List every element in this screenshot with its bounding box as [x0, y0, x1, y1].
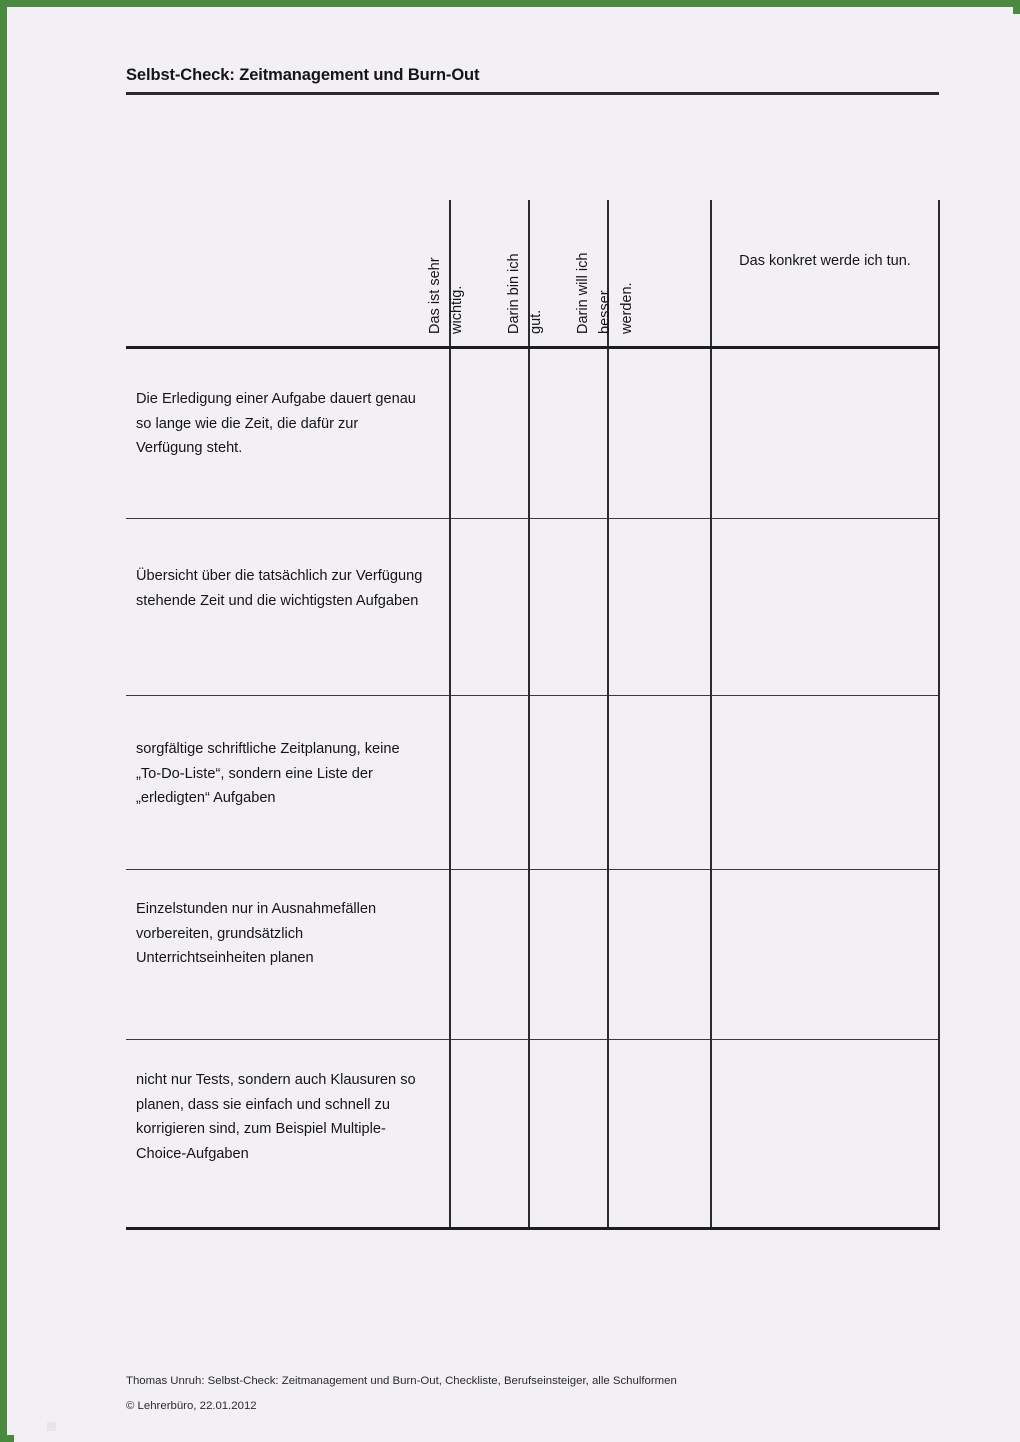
cell-concrete-action[interactable] [711, 348, 939, 519]
header-good-at-it-line1: Darin bin ich [505, 253, 522, 334]
header-very-important-line1: Das ist sehr [426, 257, 443, 334]
cell-concrete-action[interactable] [711, 1040, 939, 1229]
row-statement-cell [126, 1040, 450, 1229]
cell-want-to-improve[interactable] [608, 519, 711, 696]
row-statement-cell [126, 696, 450, 870]
footer-copyright-line: © Lehrerbüro, 22.01.2012 [126, 1400, 257, 1412]
header-concrete-action-label: Das konkret werde ich tun. [739, 253, 911, 269]
header-want-to-improve [574, 200, 711, 348]
row-statement-text: sorgfältige schriftliche Zeitplanung, keine „To-Do-Liste“, sondern eine Liste der „erledigten“ Aufgaben [136, 741, 400, 806]
cell-good-at-it[interactable] [529, 870, 608, 1040]
row-statement-text: Die Erledigung einer Aufgabe dauert genau so lange wie die Zeit, die dafür zur Verfügung steht. [136, 391, 416, 456]
row-statement-text: Einzelstunden nur in Ausnahmefällen vorbereiten, grundsätzlich Unterrichtseinheiten planen [136, 901, 377, 966]
footer-source-line: Thomas Unruh: Selbst-Check: Zeitmanagement und Burn-Out, Checkliste, Berufseinsteiger, alle Schulformen [126, 1375, 677, 1387]
cell-very-important[interactable] [450, 519, 529, 696]
cell-want-to-improve[interactable] [608, 696, 711, 870]
header-good-at-it-line2: gut. [527, 309, 544, 334]
row-statement-cell [126, 348, 450, 519]
cell-concrete-action[interactable] [711, 870, 939, 1040]
cell-want-to-improve[interactable] [608, 348, 711, 519]
table-row [126, 696, 939, 870]
cell-very-important[interactable] [450, 348, 529, 519]
header-statement-column [126, 200, 450, 348]
header-concrete-action [711, 200, 939, 348]
table-row [126, 870, 939, 1040]
page-title: Selbst-Check: Zeitmanagement und Burn-Out [126, 66, 480, 84]
document-sheet [14, 14, 1020, 1442]
scan-artifact [47, 1422, 56, 1431]
footer [126, 1369, 946, 1419]
row-statement-text: nicht nur Tests, sondern auch Klausuren so planen, dass sie einfach und schnell zu korrigieren sind, zum Beispiel Multiple-Choice-Aufgaben [136, 1072, 416, 1162]
cell-concrete-action[interactable] [711, 696, 939, 870]
header-want-to-improve-line2: besser [596, 290, 613, 334]
cell-good-at-it[interactable] [529, 696, 608, 870]
cell-very-important[interactable] [450, 696, 529, 870]
cell-good-at-it[interactable] [529, 348, 608, 519]
header-very-important-label [424, 257, 468, 334]
header-want-to-improve-line3: werden. [618, 282, 635, 334]
title-block [126, 66, 939, 95]
cell-want-to-improve[interactable] [608, 870, 711, 1040]
cell-want-to-improve[interactable] [608, 1040, 711, 1229]
rotated-label-wrap-3 [574, 200, 710, 338]
header-very-important-line2: wichtig. [448, 285, 465, 334]
row-statement-text: Übersicht über die tatsächlich zur Verfügung stehende Zeit und die wichtigsten Aufgaben [136, 568, 423, 609]
cell-very-important[interactable] [450, 870, 529, 1040]
cell-good-at-it[interactable] [529, 1040, 608, 1229]
cell-very-important[interactable] [450, 1040, 529, 1229]
table-row [126, 519, 939, 696]
cell-concrete-action[interactable] [711, 519, 939, 696]
row-statement-cell [126, 519, 450, 696]
row-statement-cell [126, 870, 450, 1040]
title-underline [126, 92, 939, 95]
header-want-to-improve-label [572, 253, 638, 334]
self-check-table [126, 200, 940, 1230]
table-row [126, 348, 939, 519]
header-good-at-it-label [503, 253, 547, 334]
cell-good-at-it[interactable] [529, 519, 608, 696]
table-header-row [126, 200, 939, 348]
table-row [126, 1040, 939, 1229]
header-want-to-improve-line1: Darin will ich [574, 252, 591, 334]
